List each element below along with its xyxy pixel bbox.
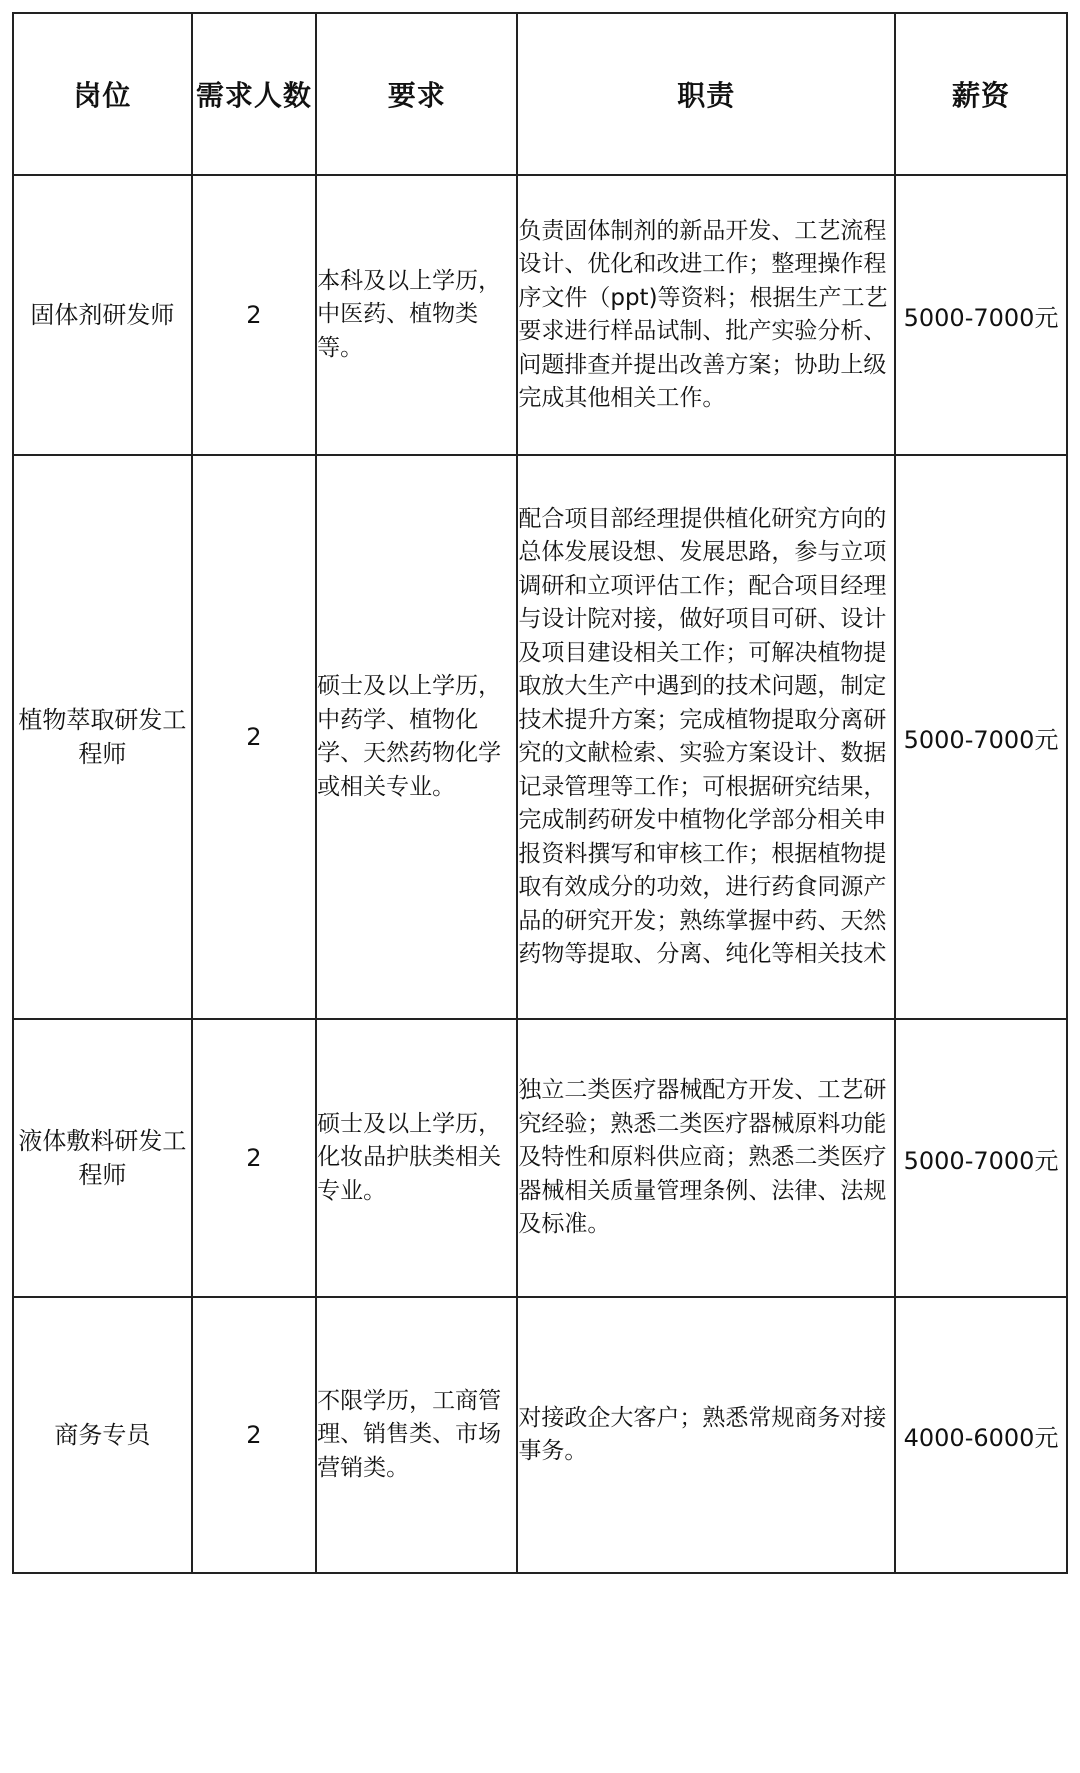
salary-cell: 5000-7000元 [895,1019,1067,1297]
duties-cell: 对接政企大客户；熟悉常规商务对接事务。 [517,1297,895,1573]
headcount-cell: 2 [192,455,316,1019]
position-cell [13,455,192,1019]
job-table [12,12,1068,1574]
headcount-cell: 2 [192,1019,316,1297]
header-row [13,13,1067,175]
position-cell [13,175,192,455]
header-salary: 薪资 [895,13,1067,175]
position-title: 植物萃取研发工程师 [18,706,187,768]
header-duties: 职责 [517,13,895,175]
salary-cell: 5000-7000元 [895,455,1067,1019]
duties-cell: 配合项目部经理提供植化研究方向的总体发展设想、发展思路，参与立项调研和立项评估工作；配合项目经理与设计院对接，做好项目可研、设计及项目建设相关工作；可解决植物提取放大生产中遇到的技术问题，制定技术提升方案；完成植物提取分离研究的文献检索、实验方案设计、数据记录管理等工作；可根据研究结果，完成制药研发中植物化学部分相关申报资料撰写和审核工作；根据植物提取有效成分的功效，进行药食同源产品的研究开发；熟练掌握中药、天然药物等提取、分离、纯化等相关技术 [517,455,895,1019]
salary-cell: 5000-7000元 [895,175,1067,455]
table-body [13,175,1067,1573]
table-row [13,1019,1067,1297]
duties-cell: 独立二类医疗器械配方开发、工艺研究经验；熟悉二类医疗器械原料功能及特性和原料供应商；熟悉二类医疗器械相关质量管理条例、法律、法规及标准。 [517,1019,895,1297]
requirements-cell: 本科及以上学历，中医药、植物类等。 [316,175,517,455]
position-title: 液体敷料研发工程师 [18,1127,187,1189]
requirements-cell: 不限学历，工商管理、销售类、市场营销类。 [316,1297,517,1573]
position-cell [13,1019,192,1297]
table-row [13,455,1067,1019]
position-title: 固体剂研发师 [30,301,175,329]
header-position: 岗位 [13,13,192,175]
position-title: 商务专员 [54,1421,151,1449]
header-requirements: 要求 [316,13,517,175]
requirements-cell: 硕士及以上学历，中药学、植物化学、天然药物化学或相关专业。 [316,455,517,1019]
table-row [13,1297,1067,1573]
header-headcount: 需求人数 [192,13,316,175]
table-header [13,13,1067,175]
duties-cell: 负责固体制剂的新品开发、工艺流程设计、优化和改进工作；整理操作程序文件（ppt)等资料；根据生产工艺要求进行样品试制、批产实验分析、问题排查并提出改善方案；协助上级完成其他相关工作。 [517,175,895,455]
salary-cell: 4000-6000元 [895,1297,1067,1573]
headcount-cell: 2 [192,1297,316,1573]
table-row [13,175,1067,455]
headcount-cell: 2 [192,175,316,455]
position-cell [13,1297,192,1573]
requirements-cell: 硕士及以上学历，化妆品护肤类相关专业。 [316,1019,517,1297]
